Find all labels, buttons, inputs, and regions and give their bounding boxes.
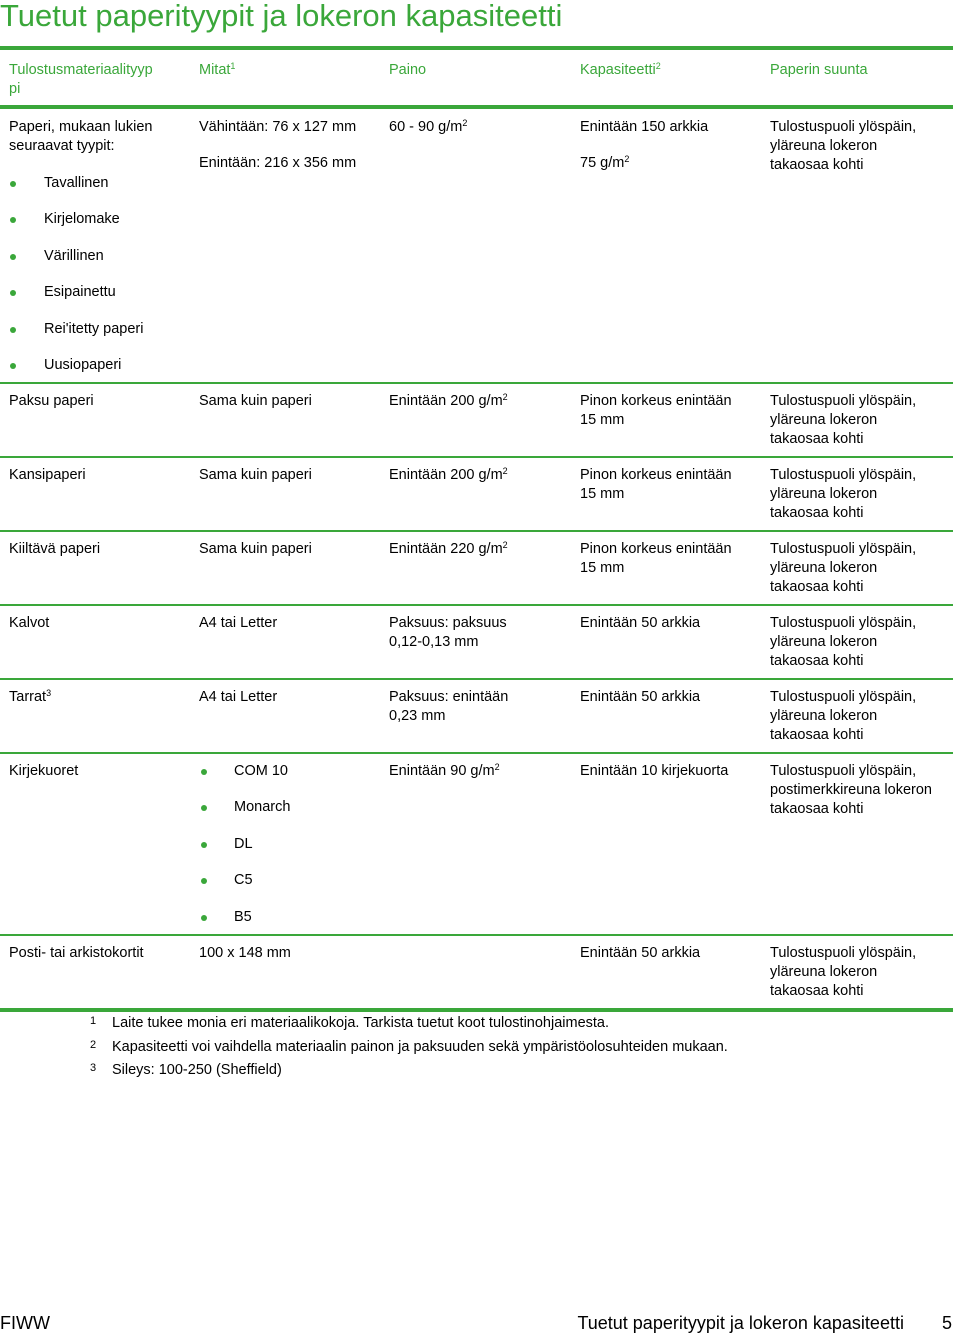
row-divider <box>0 382 953 384</box>
bullet-icon <box>201 915 207 921</box>
orient-line: takaosaa kohti <box>770 157 864 173</box>
row-heavy-weight-value: Enintään 200 g/m <box>389 393 503 409</box>
footer-section-title: Tuetut paperityypit ja lokeron kapasiteetti <box>577 1313 904 1333</box>
orient-line: takaosaa kohti <box>770 579 864 595</box>
header-type-line1: Tulostusmateriaalityyp <box>9 62 153 78</box>
row-paper-type-line2: seuraavat tyypit: <box>9 138 115 154</box>
row-labels-capacity: Enintään 50 arkkia <box>580 689 701 705</box>
footnote-text: Sileys: 100-250 (Sheffield) <box>112 1062 282 1078</box>
bullet-icon <box>10 327 16 333</box>
orient-line: takaosaa kohti <box>770 983 864 999</box>
envelope-bullet-item: DL <box>234 836 253 852</box>
capacity-line: Pinon korkeus enintään <box>580 393 732 409</box>
row-heavy-weight <box>389 392 508 411</box>
header-top-rule <box>0 46 953 50</box>
header-orientation: Paperin suunta <box>770 62 868 78</box>
bullet-icon <box>201 805 207 811</box>
footnote-text: Kapasiteetti voi vaihdella materiaalin painon ja paksuuden sekä ympäristöolosuhteiden mukaan. <box>112 1039 728 1055</box>
footnote-number: 2 <box>90 1039 97 1051</box>
row-heavy-type: Paksu paperi <box>9 393 94 409</box>
bullet-icon <box>201 842 207 848</box>
row-labels-orientation <box>770 688 916 745</box>
row-paper-capacity: Enintään 150 arkkia <box>580 119 709 135</box>
row-cover-size: Sama kuin paperi <box>199 467 312 483</box>
row-paper-weight-sup: 2 <box>462 118 468 128</box>
orient-line: Tulostuspuoli ylöspäin, <box>770 541 917 557</box>
row-cover-orientation <box>770 466 916 523</box>
header-weight: Paino <box>389 62 427 78</box>
paper-bullet-item: Uusiopaperi <box>44 357 122 373</box>
orient-line: yläreuna lokeron <box>770 964 878 980</box>
row-labels-weight <box>389 688 508 726</box>
table-bottom-rule <box>0 1008 953 1012</box>
footnote-number: 3 <box>90 1062 97 1074</box>
bullet-icon <box>10 290 16 296</box>
orient-line: Tulostuspuoli ylöspäin, <box>770 119 917 135</box>
row-postcards-orientation <box>770 944 916 1001</box>
orient-line: yläreuna lokeron <box>770 138 878 154</box>
row-paper-capacity-weight-value: 75 g/m <box>580 155 625 171</box>
row-glossy-capacity <box>580 540 732 578</box>
row-glossy-weight <box>389 540 508 559</box>
orient-line: takaosaa kohti <box>770 653 864 669</box>
row-divider <box>0 678 953 680</box>
orient-line: Tulostuspuoli ylöspäin, <box>770 945 917 961</box>
weight-line: 0,23 mm <box>389 708 446 724</box>
header-bottom-rule <box>0 105 953 109</box>
orient-line: takaosaa kohti <box>770 727 864 743</box>
row-transparency-type: Kalvot <box>9 615 50 631</box>
row-transparency-orientation <box>770 614 916 671</box>
row-cover-capacity <box>580 466 732 504</box>
header-size-label: Mitat <box>199 62 231 78</box>
envelope-bullet-item: C5 <box>234 872 253 888</box>
orient-line: takaosaa kohti <box>770 431 864 447</box>
orient-line: yläreuna lokeron <box>770 486 878 502</box>
row-glossy-weight-value: Enintään 220 g/m <box>389 541 503 557</box>
row-envelopes-capacity: Enintään 10 kirjekuorta <box>580 763 729 779</box>
capacity-line: 15 mm <box>580 486 625 502</box>
bullet-icon <box>10 217 16 223</box>
row-paper-weight <box>389 118 467 137</box>
row-paper-type-line1: Paperi, mukaan lukien <box>9 119 153 135</box>
row-heavy-weight-sup: 2 <box>502 392 508 402</box>
row-divider <box>0 752 953 754</box>
orient-line: takaosaa kohti <box>770 801 864 817</box>
orient-line: Tulostuspuoli ylöspäin, <box>770 615 917 631</box>
row-postcards-capacity: Enintään 50 arkkia <box>580 945 701 961</box>
paper-bullet-item: Kirjelomake <box>44 211 120 227</box>
orient-line: yläreuna lokeron <box>770 412 878 428</box>
row-cover-weight-value: Enintään 200 g/m <box>389 467 503 483</box>
row-transparency-capacity: Enintään 50 arkkia <box>580 615 701 631</box>
paper-bullet-item: Värillinen <box>44 248 104 264</box>
header-size-sup: 1 <box>230 61 236 71</box>
row-paper-capacity-weight <box>580 154 629 173</box>
row-divider <box>0 530 953 532</box>
envelope-bullet-item: B5 <box>234 909 252 925</box>
row-envelopes-type: Kirjekuoret <box>9 763 79 779</box>
orient-line: postimerkkireuna lokeron <box>770 782 932 798</box>
weight-line: 0,12-0,13 mm <box>389 634 479 650</box>
orient-line: takaosaa kohti <box>770 505 864 521</box>
row-paper-size-max: Enintään: 216 x 356 mm <box>199 155 357 171</box>
bullet-icon <box>10 363 16 369</box>
envelope-bullet-item: Monarch <box>234 799 291 815</box>
row-paper-orientation <box>770 118 916 175</box>
header-capacity <box>580 61 661 80</box>
footer-page-number: 5 <box>941 1313 952 1333</box>
row-divider <box>0 456 953 458</box>
bullet-icon <box>201 878 207 884</box>
paper-bullet-item: Rei'itetty paperi <box>44 321 144 337</box>
bullet-icon <box>10 181 16 187</box>
row-labels-size: A4 tai Letter <box>199 689 278 705</box>
weight-line: Paksuus: enintään <box>389 689 509 705</box>
row-postcards-type: Posti- tai arkistokortit <box>9 945 144 961</box>
orient-line: yläreuna lokeron <box>770 634 878 650</box>
row-paper-weight-value: 60 - 90 g/m <box>389 119 463 135</box>
footnote-number: 1 <box>90 1015 97 1027</box>
footnote-text: Laite tukee monia eri materiaalikokoja. Tarkista tuetut koot tulostinohjaimesta. <box>112 1015 610 1031</box>
row-envelopes-orientation <box>770 762 932 819</box>
header-size <box>199 61 235 80</box>
header-type-line2: pi <box>9 81 21 97</box>
capacity-line: Pinon korkeus enintään <box>580 467 732 483</box>
row-transparency-size: A4 tai Letter <box>199 615 278 631</box>
orient-line: Tulostuspuoli ylöspäin, <box>770 393 917 409</box>
weight-line: Paksuus: paksuus <box>389 615 507 631</box>
header-capacity-sup: 2 <box>655 61 661 71</box>
orient-line: Tulostuspuoli ylöspäin, <box>770 467 917 483</box>
page-title: Tuetut paperityypit ja lokeron kapasiteetti <box>0 0 563 33</box>
row-postcards-size: 100 x 148 mm <box>199 945 291 961</box>
row-cover-type: Kansipaperi <box>9 467 86 483</box>
row-labels-type-sup: 3 <box>46 688 52 698</box>
row-paper-size-min: Vähintään: 76 x 127 mm <box>199 119 357 135</box>
row-paper-type <box>9 118 152 156</box>
capacity-line: 15 mm <box>580 560 625 576</box>
row-heavy-size: Sama kuin paperi <box>199 393 312 409</box>
row-glossy-size: Sama kuin paperi <box>199 541 312 557</box>
footer-locale: FIWW <box>0 1313 50 1333</box>
paper-bullet-item: Tavallinen <box>44 175 109 191</box>
row-envelopes-weight-sup: 2 <box>494 762 500 772</box>
orient-line: Tulostuspuoli ylöspäin, <box>770 689 917 705</box>
header-capacity-label: Kapasiteetti <box>580 62 656 78</box>
row-heavy-orientation <box>770 392 916 449</box>
envelope-bullet-item: COM 10 <box>234 763 288 779</box>
paper-bullet-item: Esipainettu <box>44 284 116 300</box>
row-heavy-capacity <box>580 392 732 430</box>
row-cover-weight <box>389 466 508 485</box>
capacity-line: Pinon korkeus enintään <box>580 541 732 557</box>
row-labels-type-value: Tarrat <box>9 689 47 705</box>
row-divider <box>0 934 953 936</box>
row-envelopes-weight <box>389 762 500 781</box>
row-envelopes-weight-value: Enintään 90 g/m <box>389 763 495 779</box>
orient-line: yläreuna lokeron <box>770 560 878 576</box>
orient-line: Tulostuspuoli ylöspäin, <box>770 763 917 779</box>
capacity-line: 15 mm <box>580 412 625 428</box>
row-glossy-orientation <box>770 540 916 597</box>
row-glossy-weight-sup: 2 <box>502 540 508 550</box>
row-divider <box>0 604 953 606</box>
row-cover-weight-sup: 2 <box>502 466 508 476</box>
header-type <box>9 61 153 99</box>
row-transparency-weight <box>389 614 507 652</box>
bullet-icon <box>201 769 207 775</box>
bullet-icon <box>10 254 16 260</box>
row-labels-type <box>9 688 51 707</box>
row-glossy-type: Kiiltävä paperi <box>9 541 101 557</box>
orient-line: yläreuna lokeron <box>770 708 878 724</box>
footer-right <box>577 1313 952 1334</box>
row-paper-capacity-sup: 2 <box>624 154 630 164</box>
